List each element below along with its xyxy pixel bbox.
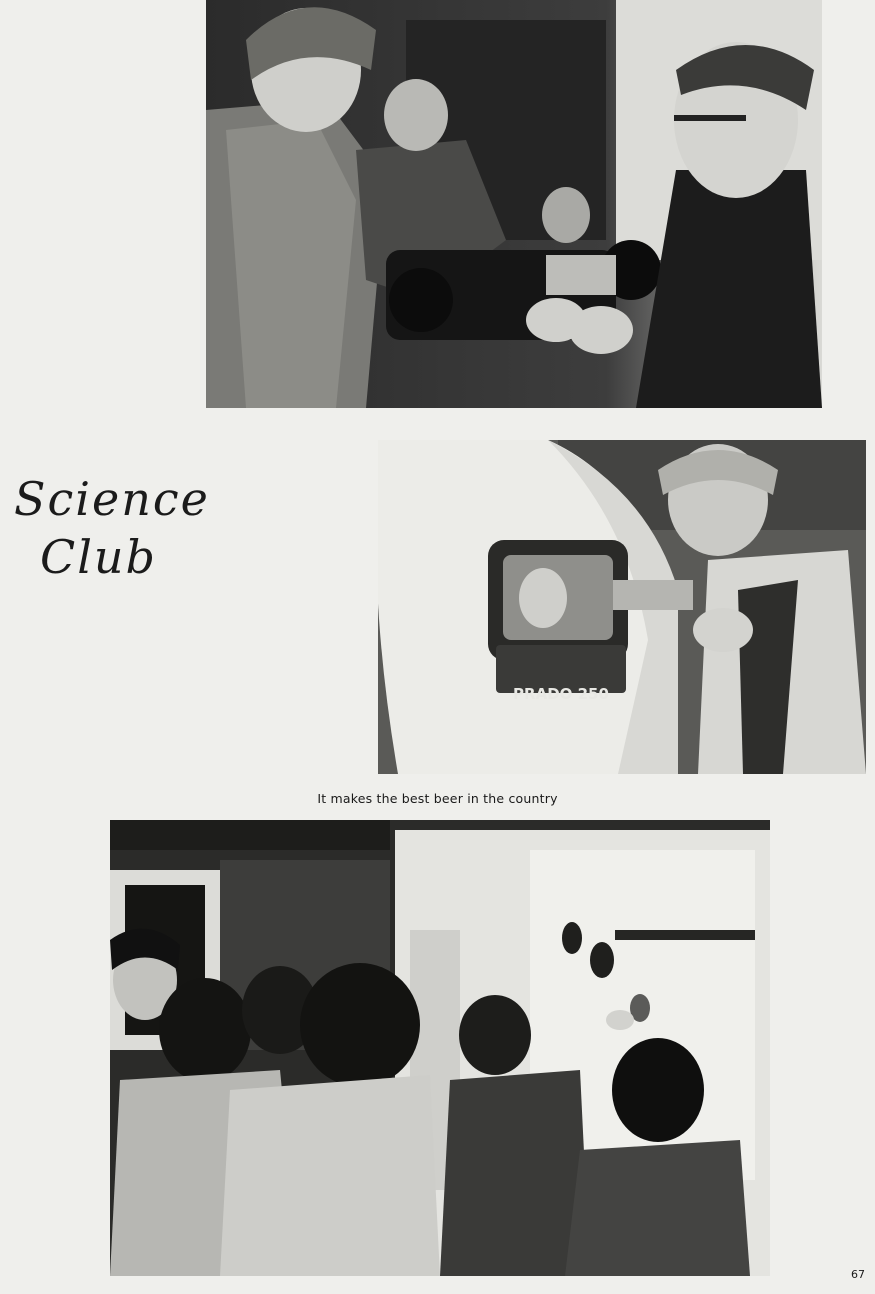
section-title-line2: Club xyxy=(40,530,157,584)
photo-caption: It makes the best beer in the country xyxy=(317,791,558,806)
section-title-line1: Science xyxy=(14,472,210,526)
page-number: 67 xyxy=(851,1268,865,1281)
photo-student-with-cutaway-projector xyxy=(378,440,866,774)
photo-middle-illustration xyxy=(378,440,866,774)
photo-bottom-illustration xyxy=(110,820,770,1276)
photo-top-illustration xyxy=(206,0,822,408)
photo-group-at-display-board xyxy=(110,820,770,1276)
photo-students-with-projector-equipment xyxy=(206,0,822,408)
projector-brand-label: PRADO 250 xyxy=(513,685,609,703)
section-title xyxy=(14,470,214,586)
